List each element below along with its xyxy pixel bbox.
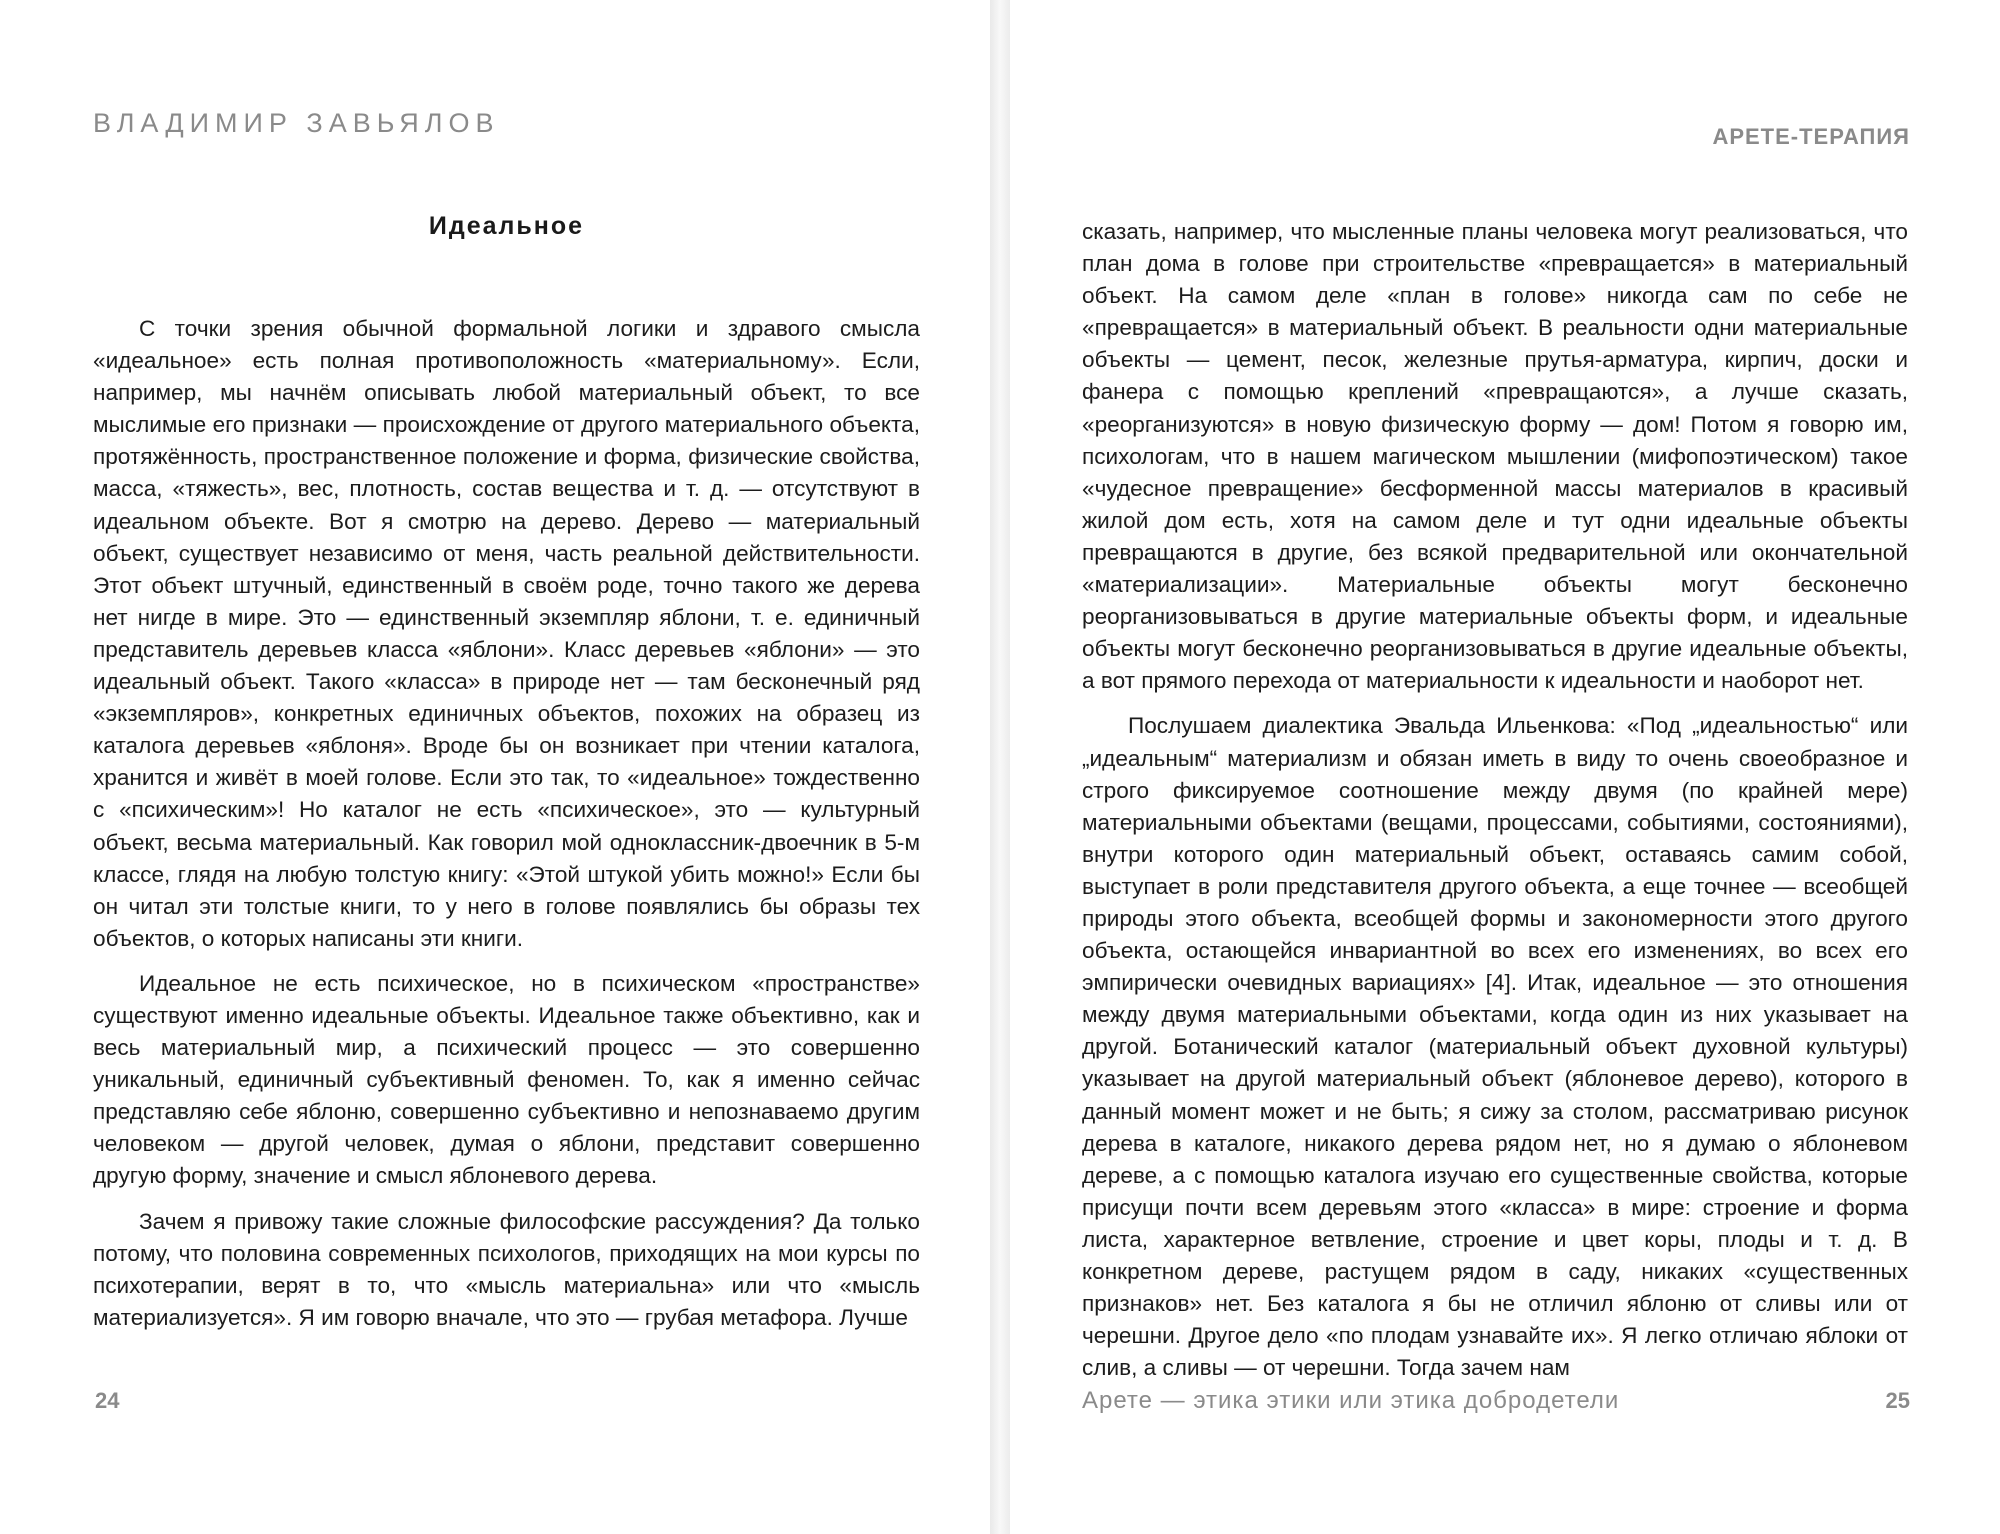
section-title: Идеальное bbox=[428, 212, 585, 240]
chapter-footer-right: Арете — этика этики или этика добродетели bbox=[1082, 1387, 1620, 1414]
left-body-text bbox=[93, 313, 920, 1347]
paragraph: Идеальное не есть психическое, но в психическом «пространстве» существуют именно идеальные объекты. Идеальное также объективно, как и весь материальный мир, а психический процесс — это совершенно уникальный, единичный субъективный феномен. То, как я именно сейчас представляю себе яблоню, совершенно субъективно и непознаваемо другим человеком — другой человек, думая о яблони, представит совершенно другую форму, значение и смысл яблоневого дерева. bbox=[93, 970, 920, 1189]
page-number-right: 25 bbox=[1885, 1388, 1910, 1413]
paragraph: С точки зрения обычной формальной логики и здравого смысла «идеальное» есть полная противоположность «материальному». Если, например, мы начнём описывать любой материальный объект, то все мыслимые его признаки — происхождение от другого материального объекта, протяжённость, пространственное положение и форма, физические свойства, масса, «тяжесть», вес, плотность, состав вещества и т. д. — отсутствуют в идеальном объекте. Вот я смотрю на дерево. Дерево — материальный объект, существует независимо от меня, часть реальной действительности. Этот объект штучный, единственный в своём роде, точно такого же дерева нет нигде в мире. Это — единственный экземпляр яблони, т. е. единичный представитель деревьев класса «яблони». Класс деревьев «яблони» — это идеальный объект. Такого «класса» в природе нет — там бесконечный ряд «экземпляров», конкретных единичных объектов, похожих на образец из каталога деревьев «яблоня». Вроде бы он возникает при чтении каталога, хранится и живёт в моей голове. Если это так, то «идеальное» тождественно с «психическим»! Но каталог не есть «психическое», это — культурный объект, весьма материальный. Как говорил мой одноклассник-двоечник в 5-м классе, глядя на любую толстую книгу: «Этой штукой убить можно!» Если бы он читал эти толстые книги, то у него в голове появлялись бы образы тех объектов, о которых написаны эти книги. bbox=[93, 316, 920, 951]
left-page bbox=[0, 0, 990, 1534]
running-head-book-title: АРЕТЕ-ТЕРАПИЯ bbox=[1712, 124, 1910, 149]
right-body-text bbox=[1082, 216, 1908, 1397]
page-number-left: 24 bbox=[95, 1388, 120, 1413]
book-gutter bbox=[990, 0, 1010, 1534]
paragraph: Послушаем диалектика Эвальда Ильенкова: «Под „идеальностью“ или „идеальным“ материализм и обязан иметь в виду то очень своеобразное и строго фиксируемое соотношение между двумя (по крайней мере) материальными объектами (вещами, процессами, событиями, состояниями), внутри которого один материальный объект, оставаясь самим собой, выступает в роли представителя другого объекта, а еще точнее — всеобщей природы этого объекта, всеобщей формы и закономерности этого другого объекта, остающейся инвариантной во всех его изменениях, во всех его эмпирически очевидных вариациях» [4]. Итак, идеальное — это отношения между двумя материальными объектами, когда один из них указывает на другой. Ботанический каталог (материальный объект духовной культуры) указывает на другой материальный объект (яблоневое дерево), которого в данный момент может и не быть; я сижу за столом, рассматриваю рисунок дерева в каталоге, никакого дерева рядом нет, но я думаю о яблоневом дереве, а с помощью каталога изучаю его существенные свойства, которые присущи почти всем деревьям этого «класса» в мире: строение и форма листа, характерное ветвление, строение и цвет коры, плоды и т. д. В конкретном дереве, растущем рядом в саду, никаких «существенных признаков» нет. Без каталога я бы не отличил яблоню от сливы или от черешни. Другое дело «по плодам узнавайте их». Я легко отличаю яблоки от слив, а сливы — от черешни. Тогда зачем нам bbox=[1082, 713, 1908, 1381]
running-head-author: ВЛАДИМИР ЗАВЬЯЛОВ bbox=[93, 108, 500, 138]
paragraph-continuation: сказать, например, что мысленные планы человека могут реализоваться, что план дома в голове при строительстве «превращается» в материальный объект. На самом деле «план в голове» никогда сам по себе не «превращается» в материальный объект. В реальности одни материальные объекты — цемент, песок, железные прутья-арматура, кирпич, доски и фанера с помощью креплений «превращаются», а лучше сказать, «реорганизуются» в новую физическую форму — дом! Потом я говорю им, психологам, что в нашем магическом мышлении (мифопоэтическом) такое «чудесное превращение» бесформенной массы материалов в красивый жилой дом есть, хотя на самом деле и тут одни идеальные объекты превращаются в другие, без всякой предварительной или окончательной «материализации». Материальные объекты могут бесконечно реорганизовываться в другие материальные объекты форм, и идеальные объекты могут бесконечно реорганизовываться в другие идеальные объекты, а вот прямого перехода от материальности к идеальности и наоборот нет. bbox=[1082, 219, 1908, 694]
paragraph: Зачем я привожу такие сложные философские рассуждения? Да только потому, что половина современных психологов, приходящих на мои курсы по психотерапии, верят в то, что «мысль материальна» или что «мысль материализуется». Я им говорю вначале, что это — грубая метафора. Лучше bbox=[93, 1208, 920, 1330]
